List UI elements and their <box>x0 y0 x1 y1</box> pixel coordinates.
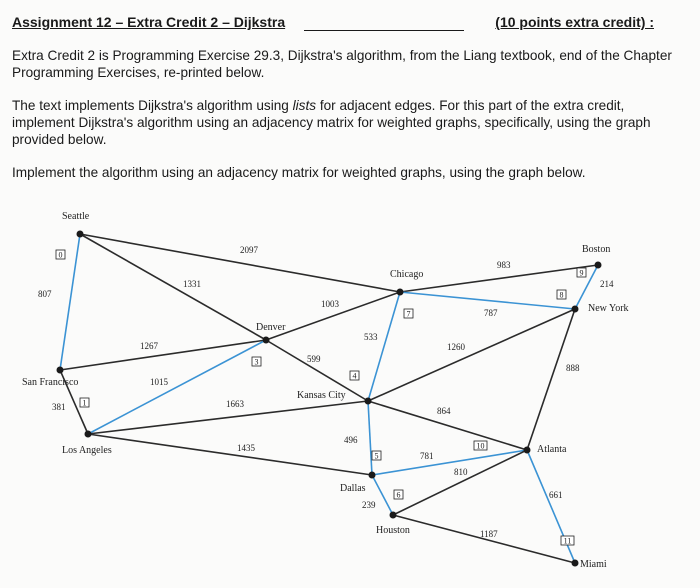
edge-seattle-denver <box>80 234 266 340</box>
index-label-new-york: 8 <box>559 290 564 300</box>
city-label-kansas-city: Kansas City <box>297 390 346 401</box>
edge-weight-boston-new-york: 214 <box>600 279 614 289</box>
index-label-boston: 9 <box>579 268 584 278</box>
edge-weight-los-angeles-dallas: 1435 <box>237 443 255 453</box>
lists-italic: lists <box>292 98 317 113</box>
index-label-atlanta: 10 <box>476 441 485 451</box>
edge-weight-new-york-atlanta: 888 <box>566 363 580 373</box>
city-node-seattle <box>77 231 84 238</box>
edge-weight-chicago-new-york: 787 <box>484 308 498 318</box>
edge-los-angeles-denver <box>88 340 266 434</box>
lists-paragraph-start: The text implements Dijkstra's algorithm using <box>12 98 293 113</box>
city-node-kansas-city <box>365 398 372 405</box>
city-label-atlanta: Atlanta <box>537 444 567 455</box>
edge-weight-dallas-houston: 239 <box>362 500 376 510</box>
index-label-denver: 3 <box>254 357 259 367</box>
edge-weight-chicago-boston: 983 <box>497 260 511 270</box>
city-label-miami: Miami <box>580 559 607 570</box>
edge-weight-denver-chicago: 1003 <box>321 299 339 309</box>
city-label-seattle: Seattle <box>62 211 90 222</box>
edge-atlanta-miami <box>527 450 575 563</box>
edge-weight-kansas-city-chicago: 533 <box>364 332 378 342</box>
edge-weight-kansas-city-atlanta: 864 <box>437 406 451 416</box>
city-node-houston <box>390 512 397 519</box>
index-label-san-francisco: 1 <box>82 398 87 408</box>
index-label-seattle: 0 <box>58 250 63 260</box>
city-node-miami <box>572 560 579 567</box>
edge-houston-miami <box>393 515 575 563</box>
edge-weight-seattle-denver: 1331 <box>183 279 201 289</box>
edge-seattle-chicago <box>80 234 400 292</box>
index-label-miami: 11 <box>563 536 572 546</box>
city-node-los-angeles <box>85 431 92 438</box>
edge-weight-los-angeles-kansas-city: 1663 <box>226 399 244 409</box>
edge-weight-denver-kansas-city: 599 <box>307 354 321 364</box>
city-node-dallas <box>369 472 376 479</box>
edge-san-francisco-denver <box>60 340 266 370</box>
edge-weight-kansas-city-dallas: 496 <box>344 435 358 445</box>
index-label-dallas: 5 <box>374 451 379 461</box>
instruction-paragraph: Implement the algorithm using an adjacency matrix for weighted graphs, using the graph below. <box>12 165 586 180</box>
city-node-denver <box>263 337 270 344</box>
edge-weight-los-angeles-denver: 1015 <box>150 377 168 387</box>
edge-kansas-city-chicago <box>368 292 400 401</box>
city-label-boston: Boston <box>582 244 611 255</box>
edge-weight-san-francisco-los-angeles: 381 <box>52 402 66 412</box>
edge-weight-atlanta-dallas: 781 <box>420 451 434 461</box>
city-label-new-york: New York <box>588 303 629 314</box>
edge-weight-houston-miami: 1187 <box>480 529 498 539</box>
edge-new-york-atlanta <box>527 309 575 450</box>
edge-atlanta-houston <box>393 450 527 515</box>
index-label-chicago: 7 <box>406 309 411 319</box>
city-label-chicago: Chicago <box>390 269 424 280</box>
lists-paragraph-rest: implement Dijkstra's algorithm using an adjacency matrix for weighted graphs, specifically, using the graph provided below. <box>12 115 651 147</box>
city-node-chicago <box>397 289 404 296</box>
edge-weight-atlanta-miami: 661 <box>549 490 563 500</box>
city-label-san-francisco: San Francisco <box>22 377 79 388</box>
city-node-san-francisco <box>57 367 64 374</box>
edge-kansas-city-new-york <box>368 309 575 401</box>
edge-los-angeles-dallas <box>88 434 372 475</box>
edge-weight-seattle-san-francisco: 807 <box>38 289 52 299</box>
city-node-boston <box>595 262 602 269</box>
edge-weight-atlanta-houston: 810 <box>454 467 468 477</box>
city-label-denver: Denver <box>256 322 286 333</box>
city-node-new-york <box>572 306 579 313</box>
extra-credit-points: (10 points extra credit) : <box>495 14 654 30</box>
city-label-dallas: Dallas <box>340 483 366 494</box>
lists-paragraph-end: for adjacent edges. For this part of the extra credit, <box>316 98 625 113</box>
index-label-kansas-city: 4 <box>352 371 357 381</box>
index-label-houston: 6 <box>396 490 401 500</box>
city-label-los-angeles: Los Angeles <box>62 445 112 456</box>
edge-weight-seattle-chicago: 2097 <box>240 245 258 255</box>
edge-weight-kansas-city-new-york: 1260 <box>447 342 465 352</box>
edge-atlanta-dallas <box>372 450 527 475</box>
city-label-houston: Houston <box>376 525 410 536</box>
edge-weight-san-francisco-denver: 1267 <box>140 341 158 351</box>
assignment-title: Assignment 12 – Extra Credit 2 – Dijkstra <box>12 14 286 30</box>
edge-kansas-city-dallas <box>368 401 372 475</box>
edge-chicago-new-york <box>400 292 575 309</box>
intro-paragraph: Extra Credit 2 is Programming Exercise 29.3, Dijkstra's algorithm, from the Liang textbook, end of the Chapter Programming Exercises, re-printed below. <box>12 48 672 80</box>
city-node-atlanta <box>524 447 531 454</box>
